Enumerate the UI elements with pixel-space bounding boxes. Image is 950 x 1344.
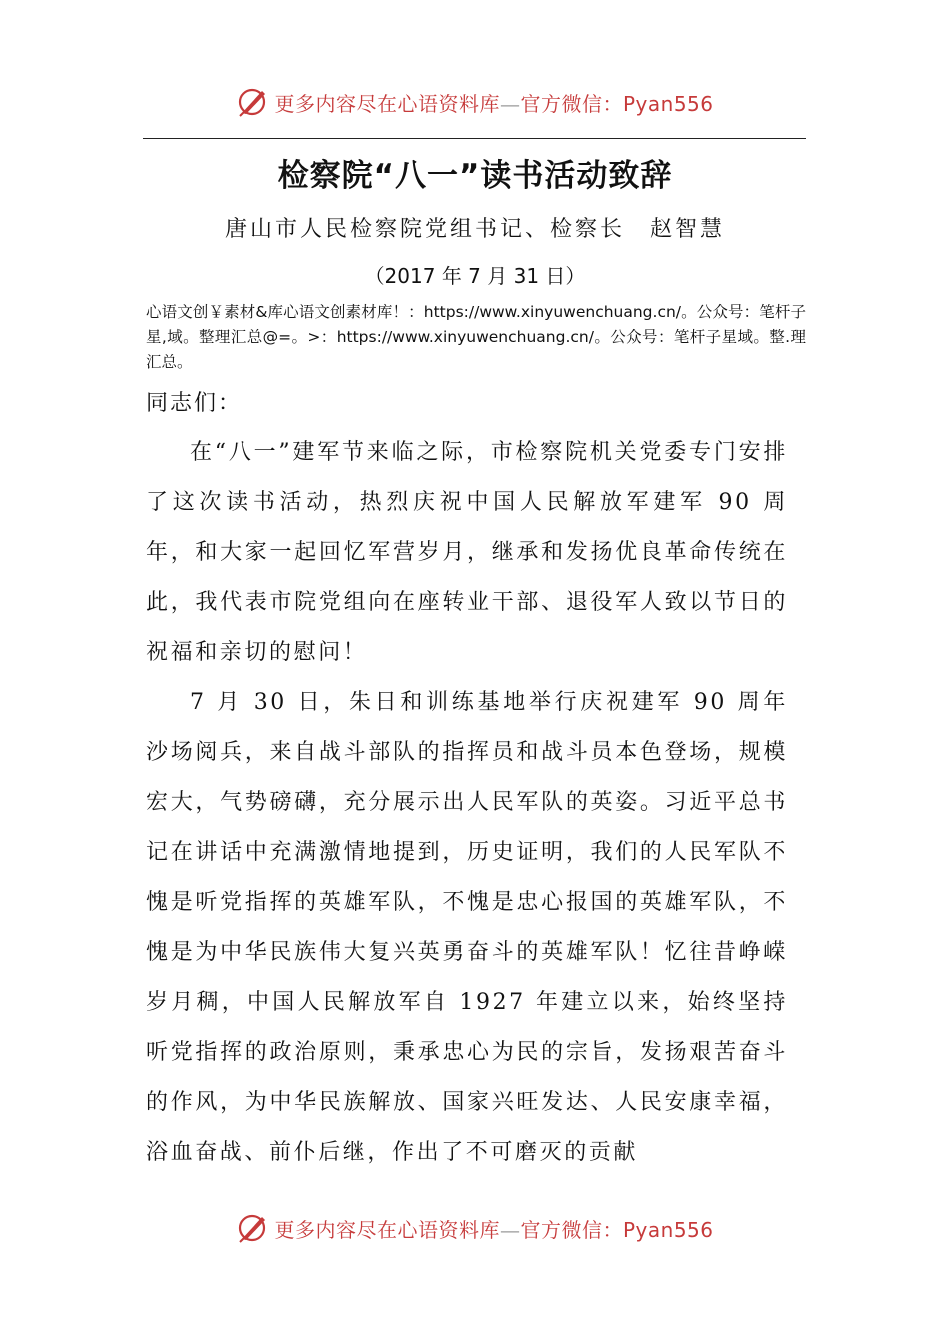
quill-pen-logo-icon — [236, 1211, 270, 1245]
paragraph: 在“八一”建军节来临之际，市检察院机关党委专门安排了这次读书活动，热烈庆祝中国人民解放军建军 90 周年，和大家一起回忆军营岁月，继承和发扬优良革命传统在此，我代表市院党组向在座转业干部、退役军人致以节日的祝福和亲切的慰问！ — [146, 440, 788, 665]
banner-text: 更多内容尽在心语资料库—官方微信：Pyan556 — [274, 1217, 714, 1242]
wechat-id: Pyan556 — [622, 91, 714, 116]
document-body — [146, 428, 788, 1178]
wechat-id: Pyan556 — [622, 1217, 714, 1242]
footer-banner — [0, 1208, 950, 1248]
quill-pen-logo-icon — [236, 85, 270, 119]
header-divider — [143, 138, 806, 139]
paragraph: 7 月 30 日，朱日和训练基地举行庆祝建军 90 周年沙场阅兵，来自战斗部队的指挥员和战斗员本色登场，规模宏大，气势磅礴，充分展示出人民军队的英姿。习近平总书记在讲话中充满激情地提到，历史证明，我们的人民军队不愧是听党指挥的英雄军队，不愧是忠心报国的英雄军队，不愧是为中华民族伟大复兴英勇奋斗的英雄军队！忆往昔峥嵘岁月稠，中国人民解放军自 1927 年建立以来，始终坚持听党指挥的政治原则，秉承忠心为民的宗旨，发扬艰苦奋斗的作风，为中华民族解放、国家兴旺发达、人民安康幸福，浴血奋战、前仆后继，作出了不可磨灭的贡献 — [146, 690, 788, 1165]
header-banner — [0, 82, 950, 122]
document-title: 检察院“八一”读书活动致辞 — [277, 158, 673, 194]
document-date: （2017 年 7 月 31 日） — [364, 264, 586, 288]
greeting: 同志们： — [146, 391, 243, 416]
document-author: 唐山市人民检察院党组书记、检察长 赵智慧 — [224, 217, 725, 242]
banner-text: 更多内容尽在心语资料库—官方微信：Pyan556 — [274, 91, 714, 116]
source-note: 心语文创￥素材&库心语文创素材库！：https://www.xinyuwenchuang.cn/。公众号：笔杆子星,域。整理汇总@=。>：https://www.xinyuwenchuang.cn/。公众号：笔杆子星域。整.理汇总。 — [146, 303, 806, 371]
